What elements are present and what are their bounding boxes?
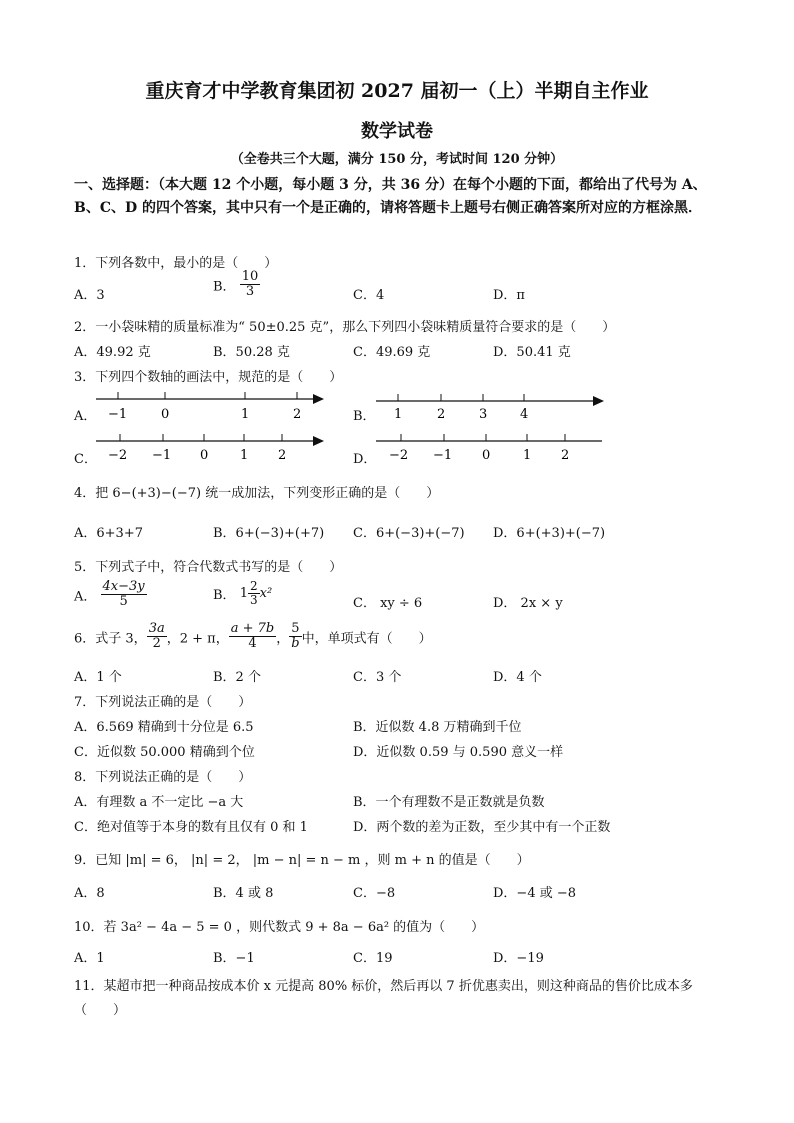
- q1-option-a: A．3: [74, 288, 105, 303]
- q5-option-a: A． $\frac{4x-3y}{5}$: [74, 579, 145, 610]
- q7-option-d: D．近似数 0.59 与 0.590 意义一样: [353, 745, 564, 760]
- q10-option-b: B．−1: [213, 951, 255, 966]
- q3d-tick-4: 1: [523, 448, 532, 463]
- q2-option-c: C．49.69 克: [353, 345, 431, 360]
- question-4-stem: 4．把 6−(+3)−(−7) 统一成加法，下列变形正确的是（ ）: [74, 486, 440, 501]
- q3-option-a-label: A．: [74, 409, 97, 424]
- question-11-answer-blank: （ ）: [74, 1003, 127, 1018]
- q4-option-d: D．6+(+3)+(−7): [493, 526, 606, 541]
- q3c-tick-2: −1: [152, 448, 172, 463]
- q6-option-c: C．3 个: [353, 670, 402, 685]
- question-9-stem: 9．已知 |m| = 6， |n| = 2， |m − n| = n − m ，则 m + n 的值是（ ）: [74, 853, 530, 868]
- q4-option-c: C．6+(−3)+(−7): [353, 526, 465, 541]
- question-8-stem: 8．下列说法正确的是（ ）: [74, 770, 252, 785]
- q3-option-b-label: B．: [353, 409, 376, 424]
- question-5-stem: 5．下列式子中，符合代数式书写的是（ ）: [74, 560, 343, 575]
- q8-option-a: A．有理数 a 不一定比 −a 大: [74, 795, 244, 810]
- q3-number-line-c: [94, 432, 326, 466]
- q10-option-d: D．−19: [493, 951, 544, 966]
- q3c-tick-4: 1: [240, 448, 249, 463]
- q3c-tick-3: 0: [200, 448, 209, 463]
- q7-option-b: B．近似数 4.8 万精确到千位: [353, 720, 522, 735]
- q3d-tick-5: 2: [561, 448, 570, 463]
- q3-number-line-d: [374, 432, 606, 466]
- q5-option-d: D． 2x × y: [493, 596, 563, 611]
- q3a-tick-2: 0: [161, 407, 170, 422]
- q8-option-c: C．绝对值等于本身的数有且仅有 0 和 1: [74, 820, 308, 835]
- question-6-stem: 6．式子 3， $\frac{3a}{2}$ ，2 + π， $\frac{a + 7b}{4}$ ， $\frac{5}{b}$ 中，单项式有（ ）: [74, 621, 432, 652]
- q3-number-line-b: [374, 392, 606, 426]
- q6-option-d: D．4 个: [493, 670, 542, 685]
- q3c-tick-1: −2: [108, 448, 128, 463]
- q3d-tick-1: −2: [389, 448, 409, 463]
- q2-option-b: B．50.28 克: [213, 345, 290, 360]
- question-10-stem: 10．若 3a² − 4a − 5 = 0 ，则代数式 9 + 8a − 6a² 的值为（ ）: [74, 920, 485, 935]
- q10-option-c: C．19: [353, 951, 393, 966]
- q9-option-a: A．8: [74, 886, 105, 901]
- question-2-stem: 2．一小袋味精的质量标准为“ 50±0.25 克”，那么下列四小袋味精质量符合要求的是（ ）: [74, 320, 616, 335]
- q1-option-b: B． $\frac{10}{3}$: [213, 269, 259, 300]
- q9-option-c: C．−8: [353, 886, 396, 901]
- q3a-tick-4: 2: [293, 407, 302, 422]
- q3c-tick-5: 2: [278, 448, 287, 463]
- q9-option-b: B．4 或 8: [213, 886, 274, 901]
- q9-option-d: D．−4 或 −8: [493, 886, 577, 901]
- q5-option-b: B． 1 $\frac{2}{3}$ x²: [213, 579, 273, 608]
- q10-option-a: A．1: [74, 951, 105, 966]
- q2-option-a: A．49.92 克: [74, 345, 151, 360]
- q3a-tick-1: −1: [108, 407, 128, 422]
- q7-option-a: A．6.569 精确到十分位是 6.5: [74, 720, 254, 735]
- q6-option-b: B．2 个: [213, 670, 261, 685]
- q8-option-b: B．一个有理数不是正数就是负数: [353, 795, 545, 810]
- q3-option-c-label: C．: [74, 452, 97, 467]
- q3-number-line-a: [94, 390, 326, 424]
- q3b-tick-1: 1: [394, 407, 403, 422]
- q3b-tick-3: 3: [479, 407, 488, 422]
- question-11-stem: 11．某超市把一种商品按成本价 x 元提高 80% 标价，然后再以 7 折优惠卖出，则这种商品的售价比成本多: [74, 979, 693, 994]
- q3-option-d-label: D．: [353, 452, 377, 467]
- q4-option-b: B．6+(−3)+(+7): [213, 526, 325, 541]
- q1-option-c: C．4: [353, 288, 385, 303]
- question-7-stem: 7．下列说法正确的是（ ）: [74, 695, 252, 710]
- q3b-tick-4: 4: [520, 407, 529, 422]
- exam-title: 重庆育才中学教育集团初 2027 届初一（上）半期自主作业: [145, 80, 649, 102]
- section-intro: 一、选择题：（本大题 12 个小题，每小题 3 分，共 36 分）在每个小题的下面，都给出了代号为 A、B、C、D 的四个答案，其中只有一个是正确的，请将答题卡上题号右侧正确答案所对应的方框涂黑．: [74, 177, 707, 216]
- question-3-stem: 3．下列四个数轴的画法中，规范的是（ ）: [74, 370, 343, 385]
- exam-subtitle: 数学试卷: [361, 121, 433, 142]
- question-1-stem: 1．下列各数中，最小的是（ ）: [74, 256, 278, 271]
- exam-note: （全卷共三个大题，满分 150 分，考试时间 120 分钟）: [230, 152, 564, 167]
- q1-option-d: D．π: [493, 288, 525, 303]
- q3a-tick-3: 1: [241, 407, 250, 422]
- q3d-tick-2: −1: [433, 448, 453, 463]
- q2-option-d: D．50.41 克: [493, 345, 571, 360]
- q4-option-a: A．6+3+7: [74, 526, 143, 541]
- q5-option-c: C． xy ÷ 6: [353, 596, 423, 611]
- q6-option-a: A．1 个: [74, 670, 122, 685]
- q7-option-c: C．近似数 50.000 精确到个位: [74, 745, 255, 760]
- q3d-tick-3: 0: [482, 448, 491, 463]
- q8-option-d: D．两个数的差为正数，至少其中有一个正数: [353, 820, 611, 835]
- q3b-tick-2: 2: [437, 407, 446, 422]
